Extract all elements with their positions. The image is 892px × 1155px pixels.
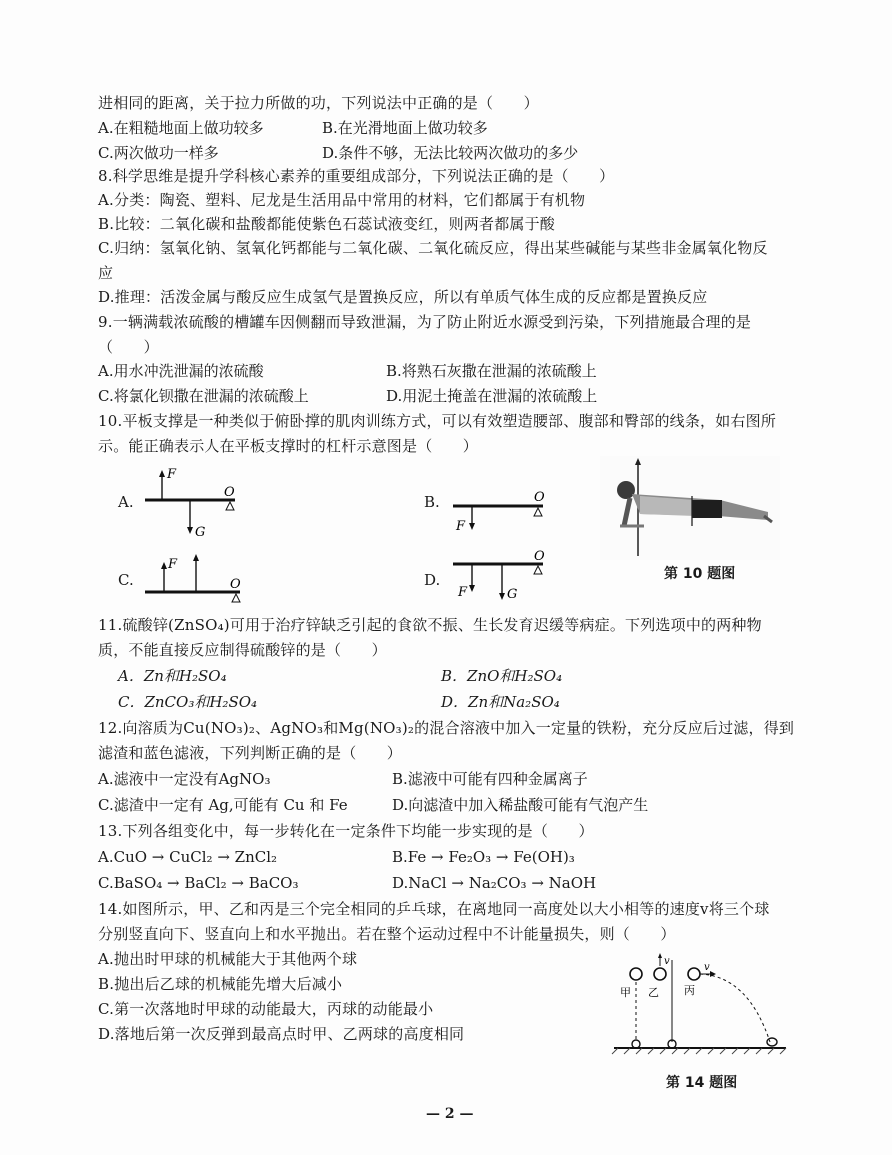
q10-a-o: O <box>224 485 235 500</box>
q14-option-c: C.第一次落地时甲球的动能最大，丙球的动能最小 <box>98 1000 434 1018</box>
q8-option-c-line2: 应 <box>98 264 114 282</box>
q14-stem-line2: 分别竖直向下、竖直向上和水平抛出。若在整个运动过程中不计能量损失，则（ ） <box>98 925 676 943</box>
q10-label-d: D. <box>424 571 441 589</box>
q10-lever-a-diagram <box>140 464 250 544</box>
q11-stem-line2: 质，不能直接反应制得硫酸锌的是（ ） <box>98 641 387 659</box>
q13-option-d: D.NaCl → Na₂CO₃ → NaOH <box>392 874 597 892</box>
page-number: — 2 — <box>426 1106 474 1122</box>
q12-option-a: A.滤液中一定没有AgNO₃ <box>98 770 271 788</box>
q8-stem: 8.科学思维是提升学科核心素养的重要组成部分，下列说法正确的是（ ） <box>98 167 615 185</box>
q14-stem-line1: 14.如图所示，甲、乙和丙是三个完全相同的乒乓球，在离地同一高度处以大小相等的速度v将三个球 <box>98 900 770 918</box>
q8-option-c-line1: C.归纳：氢氧化钠、氢氧化钙都能与二氧化碳、二氧化硫反应，得出某些碱能与某些非金属氧化物反 <box>98 239 768 257</box>
q14-label-v-horizontal: v <box>704 962 710 973</box>
q10-d-o: O <box>534 549 545 564</box>
q10-b-f: F <box>456 519 466 534</box>
q10-figure-caption: 第 10 题图 <box>664 566 736 582</box>
q13-stem: 13.下列各组变化中，每一步转化在一定条件下均能一步实现的是（ ） <box>98 822 594 840</box>
q10-a-g: G <box>195 525 206 540</box>
q14-figure-caption: 第 14 题图 <box>666 1075 738 1091</box>
q11-stem-line1: 11.硫酸锌(ZnSO₄)可用于治疗锌缺乏引起的食欲不振、生长发育迟缓等病症。下列选项中的两种物 <box>98 616 762 634</box>
q12-stem-line2: 滤渣和蓝色滤液，下列判断正确的是（ ） <box>98 744 403 762</box>
q14-ball-trajectory-diagram <box>608 952 792 1056</box>
q9-option-a: A.用水冲洗泄漏的浓硫酸 <box>98 362 264 380</box>
q14-label-bing: 丙 <box>684 984 695 997</box>
q7-option-d: D.条件不够，无法比较两次做功的多少 <box>322 144 579 162</box>
q7-option-b: B.在光滑地面上做功较多 <box>322 119 488 137</box>
q10-b-o: O <box>534 490 545 505</box>
q9-stem-line1: 9.一辆满载浓硫酸的槽罐车因侧翻而导致泄漏，为了防止附近水源受到污染，下列措施最合理的是 <box>98 313 752 331</box>
q10-d-f: F <box>458 585 468 600</box>
q14-label-v-up: v <box>664 956 670 967</box>
plank-exercise-illustration <box>600 456 780 560</box>
q10-lever-d-diagram <box>448 548 558 608</box>
q12-stem-line1: 12.向溶质为Cu(NO₃)₂、AgNO₃和Mg(NO₃)₂的混合溶液中加入一定量的铁粉，充分反应后过滤，得到 <box>98 719 795 737</box>
q7-stem: 进相同的距离，关于拉力所做的功，下列说法中正确的是（ ） <box>98 94 539 112</box>
q9-option-c: C.将氯化钡撒在泄漏的浓硫酸上 <box>98 387 309 405</box>
q10-d-g: G <box>507 587 518 602</box>
q10-stem-line1: 10.平板支撑是一种类似于俯卧撑的肌肉训练方式，可以有效塑造腰部、腹部和臀部的线条，如右图所 <box>98 412 777 430</box>
q11-option-b: B．ZnO和H₂SO₄ <box>441 667 563 685</box>
q12-option-c: C.滤渣中一定有 Ag,可能有 Cu 和 Fe <box>98 796 348 814</box>
q10-lever-b-diagram <box>448 484 558 544</box>
q8-option-d: D.推理：活泼金属与酸反应生成氢气是置换反应，所以有单质气体生成的反应都是置换反应 <box>98 288 708 306</box>
q10-label-b: B. <box>424 493 440 511</box>
q7-option-a: A.在粗糙地面上做功较多 <box>98 119 264 137</box>
q10-label-a: A. <box>118 493 134 511</box>
q9-option-b: B.将熟石灰撒在泄漏的浓硫酸上 <box>386 362 597 380</box>
q7-option-c: C.两次做功一样多 <box>98 144 219 162</box>
q9-option-d: D.用泥土掩盖在泄漏的浓硫酸上 <box>386 387 598 405</box>
q10-c-f: F <box>168 557 178 572</box>
q13-option-c: C.BaSO₄ → BaCl₂ → BaCO₃ <box>98 874 299 892</box>
q11-option-c: C．ZnCO₃和H₂SO₄ <box>118 693 258 711</box>
q14-label-jia: 甲 <box>620 986 631 999</box>
q14-label-yi: 乙 <box>648 986 659 999</box>
q9-stem-line2: （ ） <box>98 338 159 356</box>
q10-lever-c-diagram <box>140 548 250 608</box>
q13-option-b: B.Fe → Fe₂O₃ → Fe(OH)₃ <box>392 848 575 866</box>
q10-c-o: O <box>230 577 241 592</box>
q10-a-f: F <box>167 467 177 482</box>
q13-option-a: A.CuO → CuCl₂ → ZnCl₂ <box>98 848 278 866</box>
q14-option-d: D.落地后第一次反弹到最高点时甲、乙两球的高度相同 <box>98 1025 465 1043</box>
q11-option-a: A．Zn和H₂SO₄ <box>118 667 227 685</box>
q14-option-b: B.抛出后乙球的机械能先增大后减小 <box>98 975 343 993</box>
q12-option-b: B.滤液中可能有四种金属离子 <box>392 770 588 788</box>
q10-label-c: C. <box>118 571 134 589</box>
q10-stem-line2: 示。能正确表示人在平板支撑时的杠杆示意图是（ ） <box>98 437 479 455</box>
q8-option-b: B.比较：二氧化碳和盐酸都能使紫色石蕊试液变红，则两者都属于酸 <box>98 215 555 233</box>
q8-option-a: A.分类：陶瓷、塑料、尼龙是生活用品中常用的材料，它们都属于有机物 <box>98 191 586 209</box>
q11-option-d: D．Zn和Na₂SO₄ <box>441 693 560 711</box>
q12-option-d: D.向滤渣中加入稀盐酸可能有气泡产生 <box>392 796 649 814</box>
q14-option-a: A.抛出时甲球的机械能大于其他两个球 <box>98 950 358 968</box>
